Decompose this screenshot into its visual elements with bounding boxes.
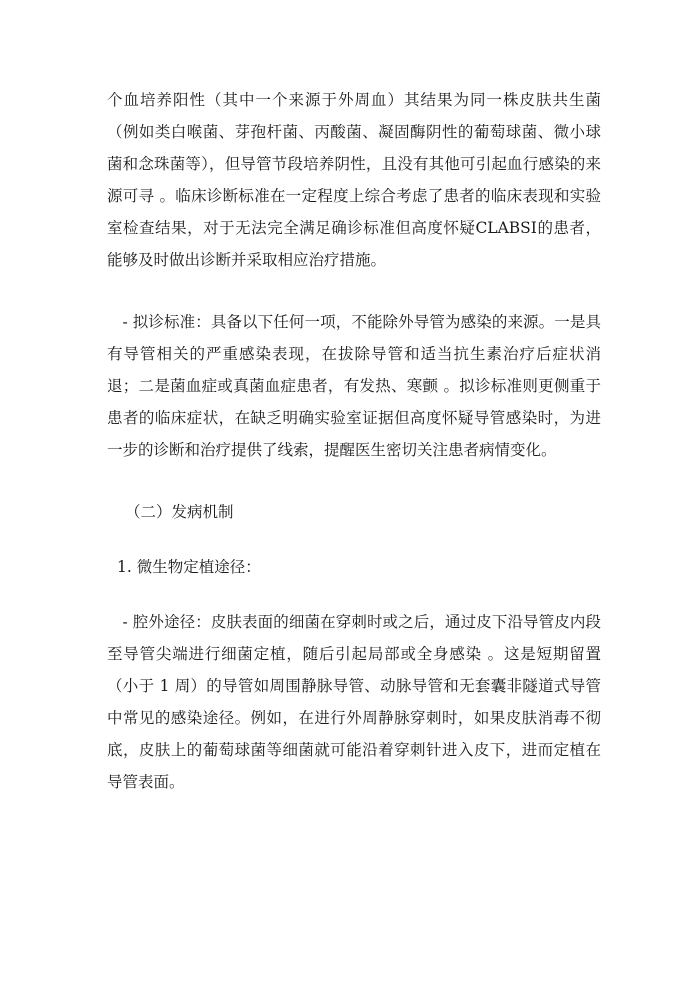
section-heading: （二）发病机制 — [125, 503, 234, 521]
paragraph-extraluminal-route: - 腔外途径：皮肤表面的细菌在穿刺时或之后，通过皮下沿导管皮内段至导管尖端进行细菌定植，随后引起局部或全身感染 。这是短期留置（小于 1 周）的导管如周围静脉导管、动脉导管和无套囊非隧道式导管中常见的感染途径。例如，在进行外周静脉穿刺时，如果皮肤消毒不彻底，皮肤上的葡萄球菌等细菌就可能沿着穿刺针进入皮下，进而定植在导管表面。 — [107, 613, 601, 791]
paragraph-suspected-criteria: - 拟诊标准：具备以下任何一项，不能除外导管为感染的来源。一是具有导管相关的严重感染表现，在拔除导管和适当抗生素治疗后症状消退；二是菌血症或真菌血症患者，有发热、寒颤 。拟诊标准则更侧重于患者的临床症状，在缺乏明确实验室证据但高度怀疑导管感染时，为进一步的诊断和治疗提供了线索，提醒医生密切关注患者病情变化。 — [107, 313, 601, 459]
paragraph-diagnosis-clinical: 个血培养阳性（其中一个来源于外周血）其结果为同一株皮肤共生菌（例如类白喉菌、芽孢杆菌、丙酸菌、凝固酶阴性的葡萄球菌、微小球菌和念珠菌等），但导管节段培养阴性，且没有其他可引起血行感染的来源可寻 。临床诊断标准在一定程度上综合考虑了患者的临床表现和实验室检查结果，对于无法完全满足确诊标准但高度怀疑CLABSI的患者，能够及时做出诊断并采取相应治疗措施。 — [107, 91, 601, 269]
document-body — [107, 84, 601, 798]
subsection-heading: 1. 微生物定植途径： — [117, 558, 261, 576]
